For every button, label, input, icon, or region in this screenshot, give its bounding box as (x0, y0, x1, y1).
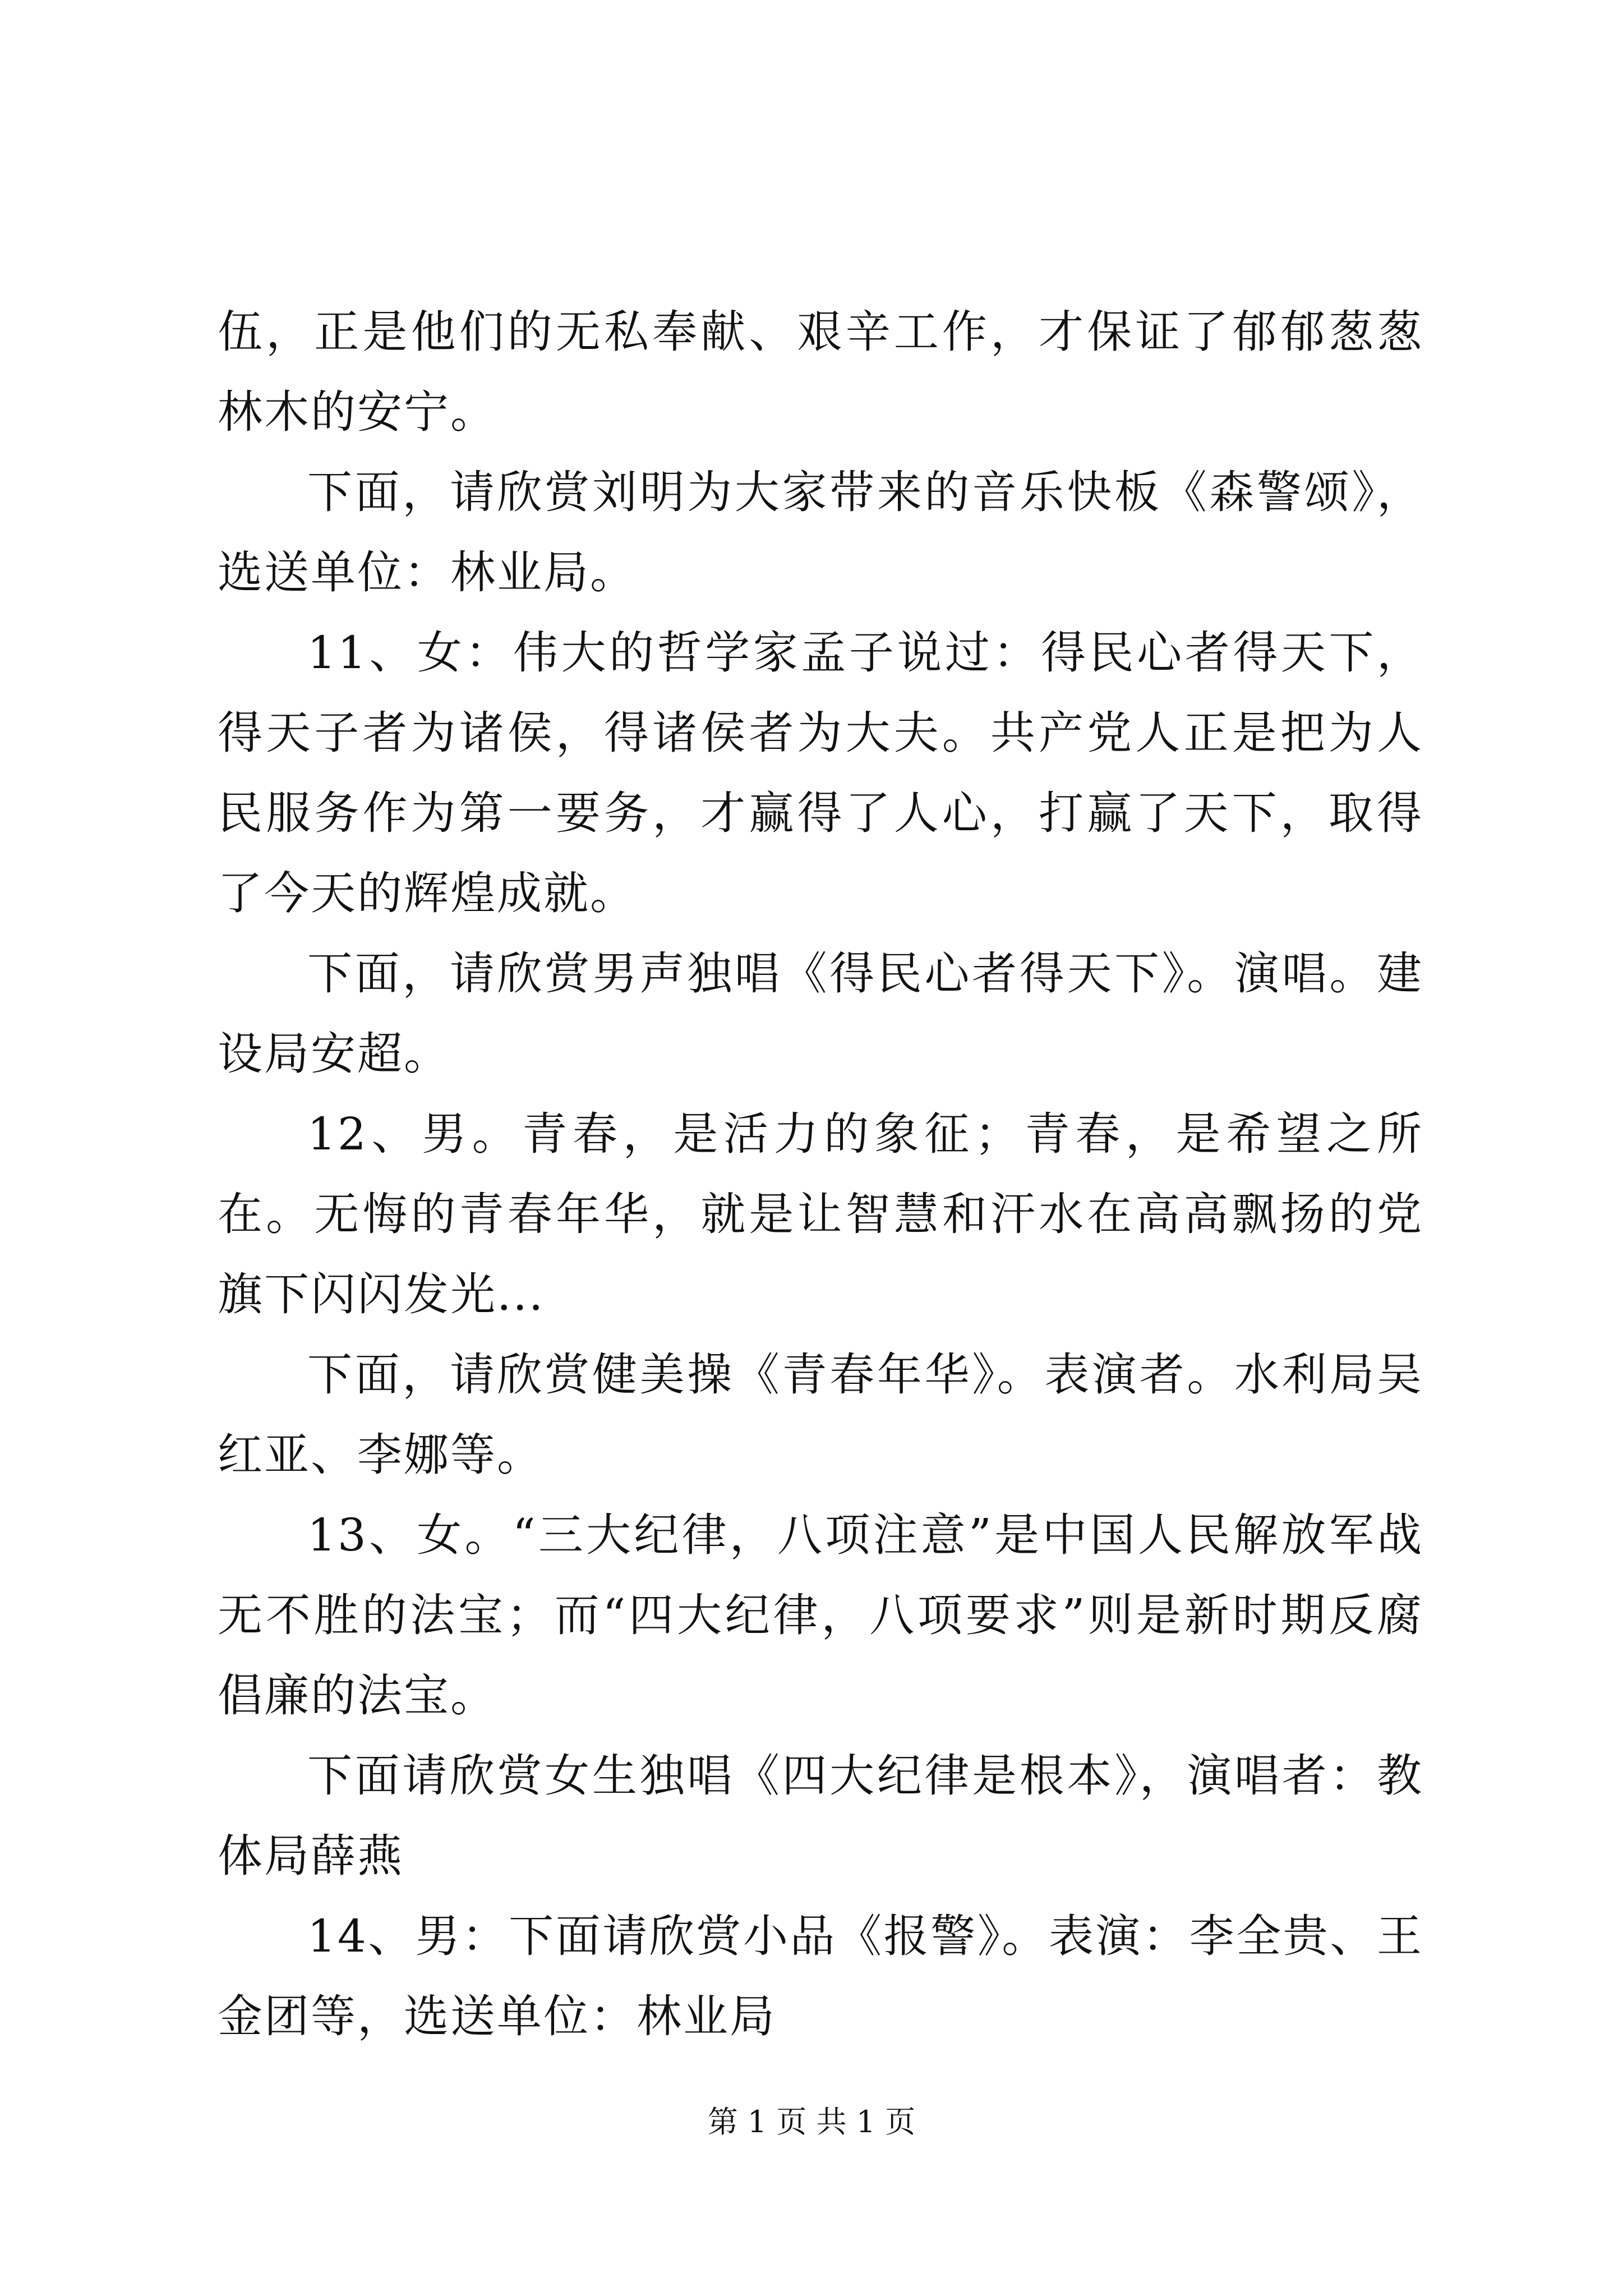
paragraph-item-12: 12、男。青春，是活力的象征；青春，是希望之所在。无悔的青春年华，就是让智慧和汗水在高高飘扬的党旗下闪闪发光... (218, 1108, 1423, 1320)
paragraph-announcement: 下面请欣赏女生独唱《四大纪律是根本》，演唱者：教体局薛燕 (218, 1750, 1423, 1882)
paragraph-announcement: 下面，请欣赏刘明为大家带来的音乐快板《森警颂》，选送单位：林业局。 (218, 466, 1423, 599)
paragraph-item-11: 11、女：伟大的哲学家孟子说过：得民心者得天下，得天子者为诸侯，得诸侯者为大夫。共产党人正是把为人民服务作为第一要务，才赢得了人心，打赢了天下，取得了今天的辉煌成就。 (218, 627, 1423, 919)
page-footer: 第 1 页 共 1 页 (707, 2104, 916, 2139)
paragraph-announcement: 下面，请欣赏男声独唱《得民心者得天下》。演唱。建设局安超。 (218, 947, 1423, 1080)
paragraph-item-13: 13、女。“三大纪律，八项注意”是中国人民解放军战无不胜的法宝；而“四大纪律，八项要求”则是新时期反腐倡廉的法宝。 (218, 1509, 1423, 1722)
document-body (218, 292, 1423, 2056)
paragraph-continuation: 伍，正是他们的无私奉献、艰辛工作，才保证了郁郁葱葱林木的安宁。 (218, 306, 1423, 438)
paragraph-item-14: 14、男：下面请欣赏小品《报警》。表演：李全贵、王金团等，选送单位：林业局 (218, 1910, 1423, 2042)
paragraph-announcement: 下面，请欣赏健美操《青春年华》。表演者。水利局吴红亚、李娜等。 (218, 1349, 1423, 1481)
